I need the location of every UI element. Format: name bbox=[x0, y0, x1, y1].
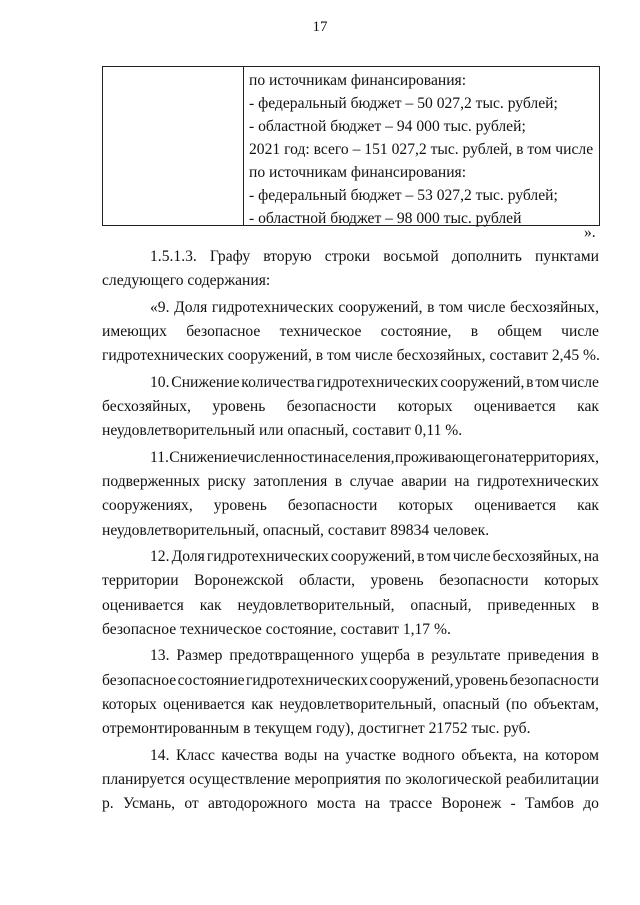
word: оценивается bbox=[102, 596, 184, 614]
word: в bbox=[470, 322, 479, 340]
word: Графу bbox=[209, 248, 251, 265]
word: качества bbox=[221, 746, 278, 764]
word: в bbox=[416, 647, 425, 665]
paragraph bbox=[102, 744, 599, 817]
word: гидротехнических bbox=[206, 547, 329, 565]
paragraph bbox=[102, 296, 599, 369]
paragraph bbox=[102, 446, 599, 544]
word: от bbox=[184, 795, 199, 813]
word: сооружений, bbox=[440, 373, 525, 391]
paragraph bbox=[102, 545, 599, 643]
word: уровень bbox=[370, 572, 424, 590]
word: которых bbox=[398, 497, 454, 515]
word: реабилитации bbox=[505, 770, 599, 788]
word: безопасности bbox=[439, 572, 529, 590]
word: гидротехнических bbox=[211, 298, 334, 316]
text-line: гидротехнических сооружений, в том числе бесхозяйных, составит 2,45 %. bbox=[102, 347, 600, 365]
word: гидротехнических bbox=[477, 472, 599, 490]
table-line: - областной бюджет – 94 000 тыс. рублей; bbox=[249, 118, 526, 135]
word: до bbox=[583, 795, 599, 813]
table-column-divider bbox=[243, 67, 244, 225]
text-line bbox=[102, 545, 599, 569]
word: Размер bbox=[176, 647, 223, 665]
word: как bbox=[577, 497, 599, 515]
word: том bbox=[439, 298, 464, 316]
word: по bbox=[384, 770, 402, 788]
word: которых bbox=[102, 696, 157, 714]
text-line bbox=[102, 693, 599, 717]
word: в bbox=[526, 373, 534, 391]
text-line: неудовлетворительный, опасный, составит 89834 человек. bbox=[102, 521, 490, 539]
word: восьмой bbox=[383, 248, 439, 265]
word: на bbox=[323, 746, 340, 764]
word: бесхозяйных, bbox=[510, 298, 599, 316]
word: как bbox=[577, 397, 599, 415]
word: «9. bbox=[150, 298, 170, 316]
word: территории bbox=[102, 572, 179, 590]
text-line bbox=[102, 792, 599, 816]
word: дополнить bbox=[451, 248, 522, 265]
word: приведенных bbox=[487, 596, 576, 614]
table-line: по источникам финансирования: bbox=[249, 72, 467, 89]
text-line bbox=[102, 296, 599, 320]
word: числе bbox=[561, 322, 599, 340]
word: объекта, bbox=[461, 746, 517, 764]
word: Тамбов bbox=[524, 795, 574, 813]
word: подверженных bbox=[102, 472, 201, 490]
word: участке bbox=[345, 746, 396, 764]
word: водного bbox=[402, 746, 455, 764]
page-number: 17 bbox=[312, 19, 328, 35]
text-line bbox=[102, 669, 599, 693]
word: Воронежской bbox=[194, 572, 284, 590]
table-line: - областной бюджет – 98 000 тыс. рублей bbox=[249, 210, 522, 227]
word: сооружениях, bbox=[102, 497, 193, 515]
word: в bbox=[591, 596, 599, 614]
word: 13. bbox=[150, 647, 170, 665]
word: на bbox=[583, 547, 599, 565]
text-line bbox=[102, 768, 599, 792]
word: моста bbox=[316, 795, 356, 813]
word: 12. bbox=[150, 547, 170, 565]
word: на bbox=[523, 746, 539, 764]
table-line: по источникам финансирования: bbox=[249, 164, 467, 181]
word: гидротехнических bbox=[316, 373, 439, 391]
text-line: отремонтированным в текущем году), достигнет 21752 тыс. руб. bbox=[102, 720, 531, 738]
word: безопасное bbox=[186, 322, 261, 340]
word: ущерба bbox=[360, 647, 411, 665]
word: имеющих bbox=[102, 322, 167, 340]
text-line bbox=[102, 594, 599, 618]
word: уровень bbox=[212, 397, 266, 415]
table-line: 2021 год: всего – 151 027,2 тыс. рублей, в том числе bbox=[249, 141, 594, 158]
table-line: - федеральный бюджет – 50 027,2 тыс. рублей; bbox=[249, 95, 558, 112]
word: Снижение bbox=[169, 448, 238, 466]
word: безопасности bbox=[287, 497, 378, 515]
paragraph bbox=[102, 245, 599, 294]
word: области, bbox=[298, 572, 356, 590]
text-line: неудовлетворительный или опасный, составит 0,11 %. bbox=[102, 422, 463, 440]
word: населения, bbox=[322, 448, 395, 466]
text-line bbox=[102, 245, 599, 269]
word: 11. bbox=[150, 448, 169, 466]
word: затопления bbox=[253, 472, 328, 490]
word: состояние bbox=[177, 671, 245, 689]
word: Доля bbox=[171, 547, 205, 565]
word: осуществление bbox=[189, 770, 291, 788]
word: как bbox=[199, 596, 222, 614]
text-line: следующего содержания: bbox=[102, 272, 271, 290]
text-line bbox=[102, 371, 599, 395]
financing-table bbox=[102, 66, 600, 226]
word: мероприятия bbox=[294, 770, 381, 788]
closing-quote: ». bbox=[584, 224, 596, 241]
word: строки bbox=[324, 248, 371, 265]
text-line: безопасное техническое состояние, составит 1,17 %. bbox=[102, 621, 451, 639]
word: безопасности bbox=[509, 671, 599, 689]
word: том bbox=[535, 373, 560, 391]
word: 1.5.1.3. bbox=[150, 248, 197, 265]
word: бесхозяйных, bbox=[102, 397, 191, 415]
table-line: - федеральный бюджет – 53 027,2 тыс. рублей; bbox=[249, 187, 558, 204]
word: оценивается bbox=[474, 497, 557, 515]
word: том bbox=[426, 547, 451, 565]
paragraph bbox=[102, 371, 599, 444]
text-line bbox=[102, 744, 599, 768]
text-line bbox=[102, 470, 599, 494]
word: гидротехнических bbox=[246, 671, 368, 689]
word: техническое bbox=[279, 322, 362, 340]
word: общем bbox=[497, 322, 542, 340]
word: оценивается bbox=[163, 696, 245, 714]
word: в bbox=[427, 298, 435, 316]
word: на bbox=[454, 472, 470, 490]
word: вторую bbox=[263, 248, 312, 265]
word: проживающего bbox=[394, 448, 496, 466]
word: сооружений, bbox=[369, 671, 454, 689]
word: (по bbox=[505, 696, 528, 714]
word: Доля bbox=[174, 298, 208, 316]
word: аварии bbox=[401, 472, 447, 490]
word: результате bbox=[431, 647, 501, 665]
word: сооружений, bbox=[330, 547, 416, 565]
word: безопасное bbox=[102, 671, 177, 689]
word: состояние, bbox=[380, 322, 452, 340]
word: числе bbox=[561, 373, 599, 391]
word: Снижение bbox=[171, 373, 240, 391]
word: уровень bbox=[213, 497, 267, 515]
word: - bbox=[510, 795, 516, 813]
word: воды bbox=[284, 746, 318, 764]
word: территориях, bbox=[511, 448, 599, 466]
word: Усмань, bbox=[122, 795, 176, 813]
word: пунктами bbox=[534, 248, 599, 265]
word: опасный bbox=[442, 696, 500, 714]
word: приведения bbox=[507, 647, 585, 665]
word: неудовлетворительный, bbox=[279, 696, 437, 714]
word: уровень bbox=[454, 671, 508, 689]
word: бесхозяйных, bbox=[492, 547, 582, 565]
word: количества bbox=[241, 373, 315, 391]
word: числе bbox=[467, 298, 506, 316]
word: риску bbox=[207, 472, 246, 490]
word: численности bbox=[237, 448, 323, 466]
text-line bbox=[102, 569, 599, 593]
word: неудовлетворительный, bbox=[237, 596, 395, 614]
text-line bbox=[102, 320, 599, 344]
word: на bbox=[496, 448, 512, 466]
word: автодорожного bbox=[208, 795, 308, 813]
word: предотвращенного bbox=[229, 647, 354, 665]
word: сооружений, bbox=[338, 298, 423, 316]
word: которых bbox=[397, 397, 453, 415]
word: которых bbox=[544, 572, 599, 590]
table-right-cell bbox=[249, 69, 594, 230]
word: в bbox=[591, 647, 599, 665]
word: объектам, bbox=[533, 696, 599, 714]
word: планируется bbox=[102, 770, 185, 788]
word: 14. bbox=[150, 746, 170, 764]
word: числе bbox=[452, 547, 491, 565]
word: в bbox=[417, 547, 425, 565]
word: экологической bbox=[405, 770, 502, 788]
word: опасный, bbox=[410, 596, 472, 614]
text-line bbox=[102, 395, 599, 419]
word: Воронеж bbox=[441, 795, 502, 813]
word: в bbox=[334, 472, 343, 490]
word: на bbox=[364, 795, 381, 813]
document-body bbox=[102, 245, 599, 817]
word: случае bbox=[349, 472, 394, 490]
word: как bbox=[251, 696, 274, 714]
word: оценивается bbox=[473, 397, 556, 415]
word: трассе bbox=[389, 795, 433, 813]
text-line bbox=[102, 494, 599, 518]
word: котором bbox=[545, 746, 599, 764]
word: 10. bbox=[150, 373, 170, 391]
word: Класс bbox=[175, 746, 215, 764]
text-line bbox=[102, 446, 599, 470]
paragraph bbox=[102, 644, 599, 742]
word: безопасности bbox=[286, 397, 377, 415]
word: р. bbox=[102, 795, 114, 813]
text-line bbox=[102, 644, 599, 668]
